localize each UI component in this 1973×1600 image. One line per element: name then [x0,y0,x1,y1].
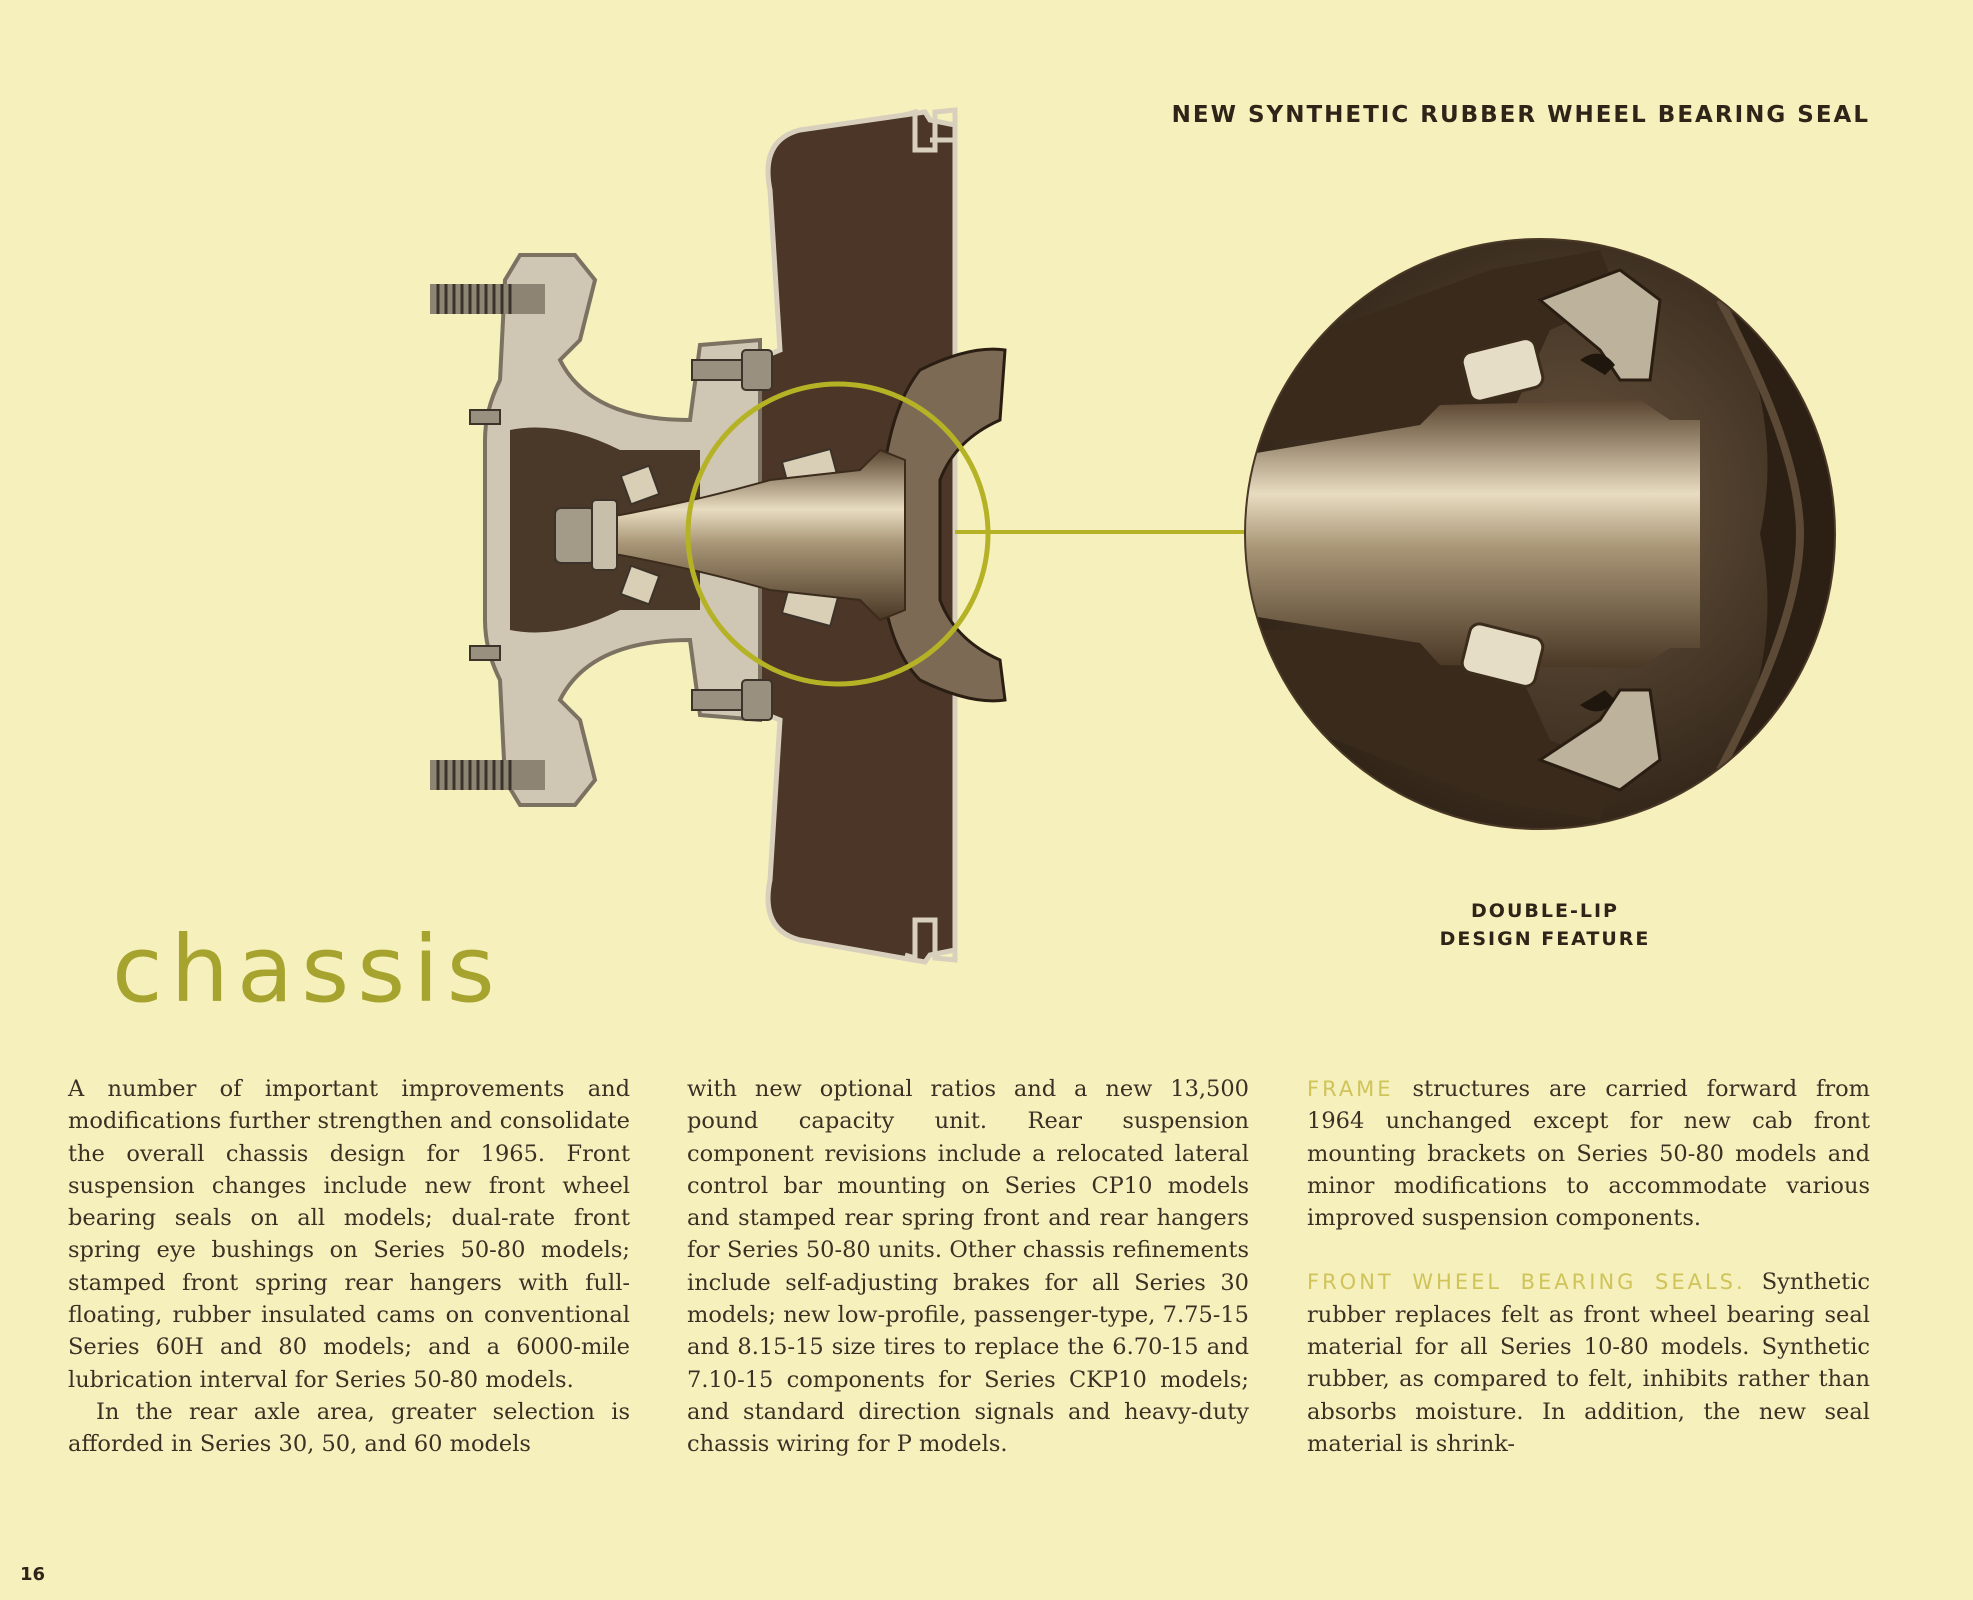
body-column-2 [687,1073,1249,1461]
paragraph-frame [1307,1073,1870,1234]
paragraph-bearing-seals [1307,1266,1870,1460]
section-title: chassis [112,916,503,1023]
magnified-seal-detail [1245,239,1840,829]
wheel-stud-lower [430,760,545,790]
page-number: 16 [20,1564,46,1585]
paragraph-text: structures are carried forward from 1964 unchanged except for new cab front mounting brackets on Series 50-80 models and minor modifications to accommodate various improved suspension components. [1307,1076,1870,1232]
diagram-heading: NEW SYNTHETIC RUBBER WHEEL BEARING SEAL [1171,102,1870,128]
callout-line-2: DESIGN FEATURE [1439,928,1651,950]
wheel-stud-upper [430,284,545,314]
paragraph: In the rear axle area, greater selection is afforded in Series 30, 50, and 60 models [68,1398,630,1458]
lead-in-frame: FRAME [1307,1077,1394,1101]
paragraph-text: Synthetic rubber replaces felt as front wheel bearing seal material for all Series 10-80 models. Synthetic rubber, as compared to felt, inhibits rather than absorbs moisture. In addition, the new seal material is shrink- [1307,1269,1870,1457]
spindle-nut [555,500,617,570]
body-column-3 [1307,1073,1870,1460]
lead-in-bearing-seals: FRONT WHEEL BEARING SEALS. [1307,1270,1746,1295]
double-lip-callout [1395,897,1695,953]
paragraph: with new optional ratios and a new 13,500 pound capacity unit. Rear suspension component revisions include a relocated lateral control bar mounting on Series CP10 models and stamped rear spring front and rear hangers for Series 50-80 units. Other chassis refinements include self-adjusting brakes for all Series 30 models; new low-profile, passenger-type, 7.75-15 and 8.15-15 size tires to replace the 6.70-15 and 7.10-15 components for Series CKP10 models; and standard direction signals and heavy-duty chassis wiring for P models. [687,1076,1249,1458]
callout-line-1: DOUBLE-LIP [1471,900,1619,922]
body-column-1 [68,1073,630,1461]
paragraph: A number of important improvements and modifications further strengthen and consolidate the overall chassis design for 1965. Front suspension changes include new front wheel bearing seals on all models; dual-rate front spring eye bushings on Series 50-80 models; stamped front spring rear hangers with full-floating, rubber insulated cams on conventional Series 60H and 80 models; and a 6000-mile lubrication interval for Series 50-80 models. [68,1076,630,1393]
